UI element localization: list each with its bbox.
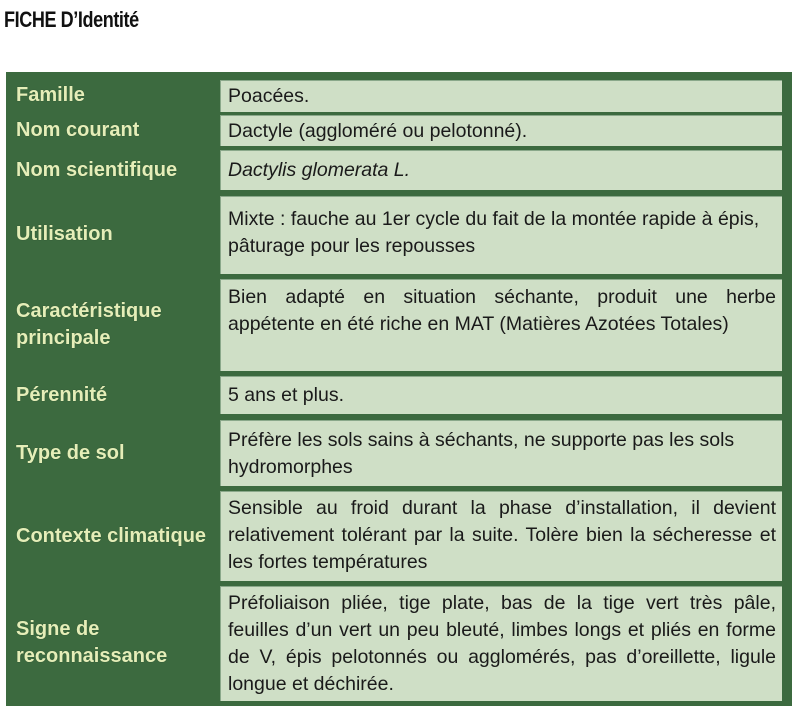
identity-table	[6, 72, 792, 706]
row-value-perennite: 5 ans et plus.	[220, 376, 782, 414]
row-value-utilisation: Mixte : fauche au 1er cycle du fait de la montée rapide à épis, pâturage pour les repousses	[220, 196, 782, 274]
row-label-utilisation: Utilisation	[16, 196, 220, 272]
row-value-caracteristique: Bien adapté en situation séchante, produit une herbe appétente en été riche en MAT (Matières Azotées Totales)	[220, 279, 782, 371]
row-value-famille: Poacées.	[220, 80, 782, 112]
row-label-caracteristique: Caractéristique principale	[16, 279, 220, 371]
row-label-perennite: Pérennité	[16, 376, 220, 414]
row-label-famille: Famille	[16, 80, 220, 110]
row-value-type-de-sol: Préfère les sols sains à séchants, ne supporte pas les sols hydromorphes	[220, 420, 782, 486]
row-value-signe-reconnaissance: Préfoliaison pliée, tige plate, bas de la tige vert très pâle, feuilles d’un vert un peu bleuté, limbes longs et pliés en forme de V, épis pelotonnés ou agglomérés, pas d’oreillette, ligule longue et déchirée.	[220, 586, 782, 701]
row-label-signe-reconnaissance: Signe de reconnaissance	[16, 586, 220, 700]
row-label-type-de-sol: Type de sol	[16, 420, 220, 486]
row-label-contexte-climatique: Contexte climatique	[16, 491, 220, 581]
row-value-nom-courant: Dactyle (aggloméré ou pelotonné).	[220, 115, 782, 146]
page-title: FICHE D’Identité	[4, 7, 139, 32]
row-value-nom-scientifique: Dactylis glomerata L.	[220, 150, 782, 190]
row-label-nom-courant: Nom courant	[16, 115, 220, 145]
row-value-contexte-climatique: Sensible au froid durant la phase d’installation, il devient relativement tolérant par la suite. Tolère bien la sécheresse et les fortes températures	[220, 491, 782, 581]
row-label-nom-scientifique: Nom scientifique	[16, 150, 220, 190]
